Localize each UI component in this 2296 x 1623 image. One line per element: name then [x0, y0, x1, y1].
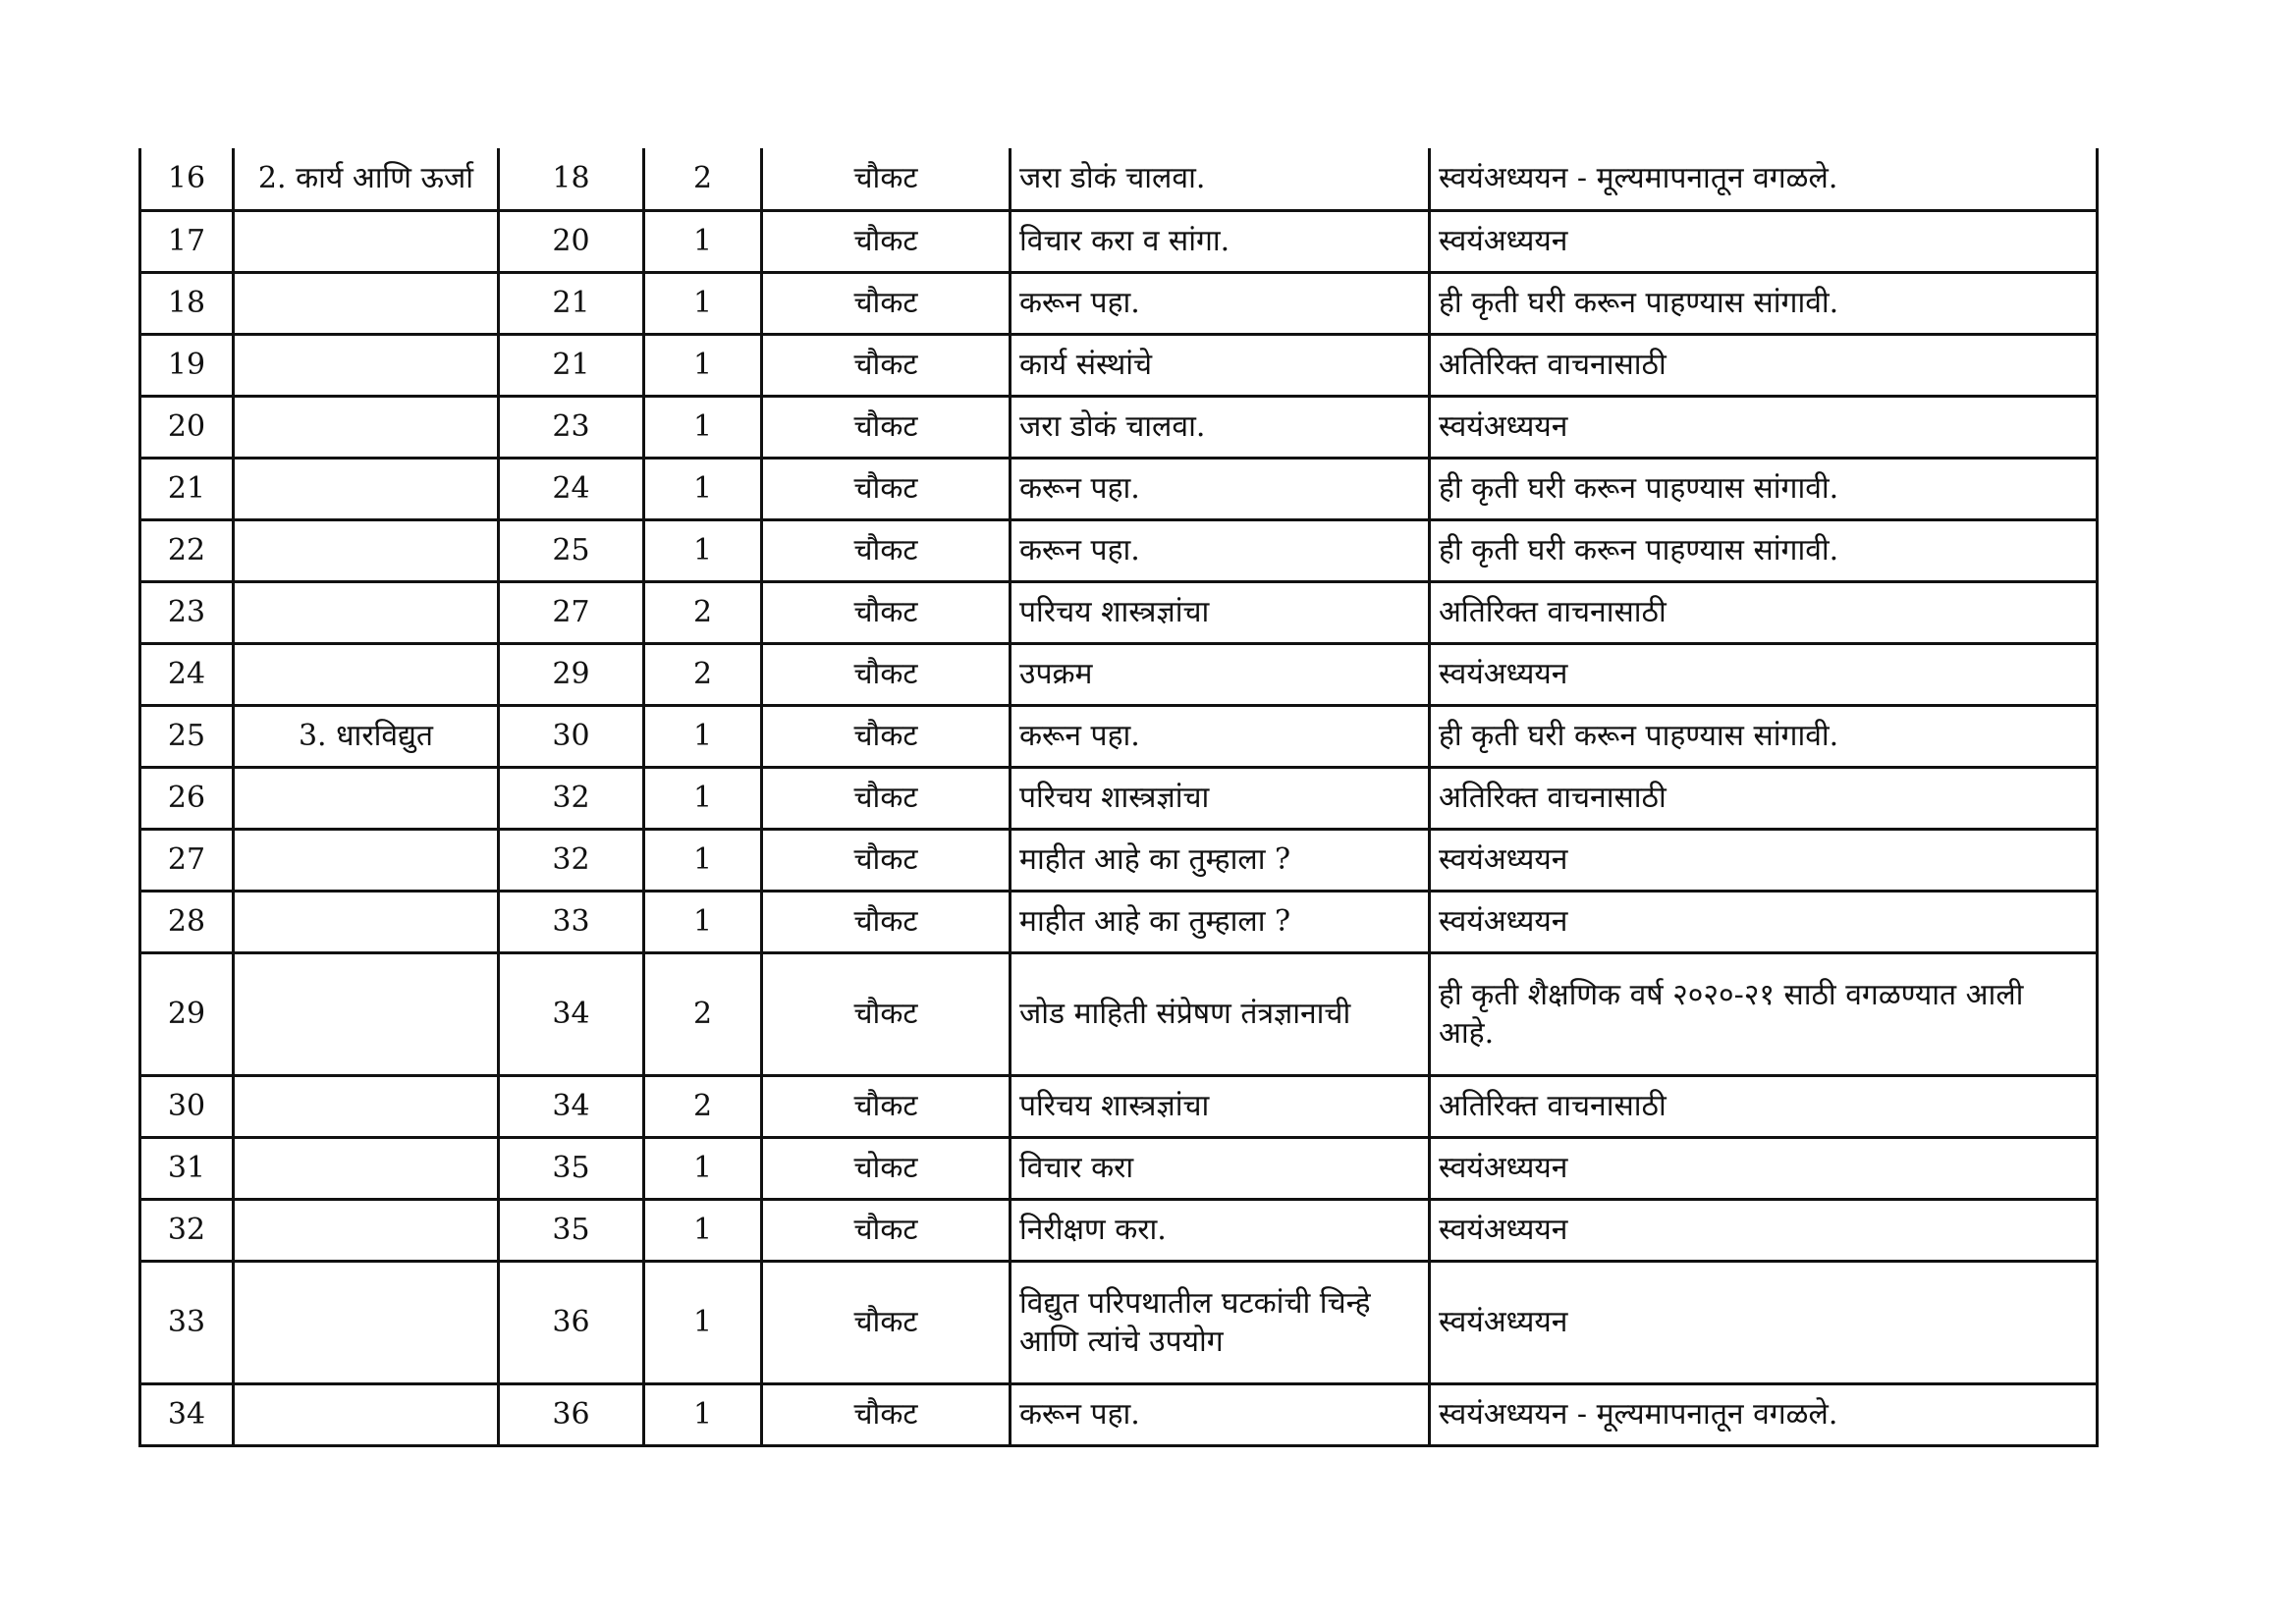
chapter-cell — [234, 210, 499, 272]
activity-title-cell: करून पहा. — [1011, 519, 1430, 581]
activity-title-cell: करून पहा. — [1011, 1383, 1430, 1445]
count-cell: 2 — [644, 581, 762, 643]
serial-number-cell: 24 — [140, 643, 234, 705]
remark-cell: ही कृती घरी करून पाहण्यास सांगावी. — [1430, 272, 2098, 334]
count-cell: 1 — [644, 1383, 762, 1445]
activity-title-cell: विचार करा — [1011, 1137, 1430, 1199]
type-cell: चौकट — [762, 458, 1011, 519]
count-cell: 2 — [644, 643, 762, 705]
activity-title-cell: परिचय शास्त्रज्ञांचा — [1011, 581, 1430, 643]
count-cell: 1 — [644, 829, 762, 891]
type-cell: चौकट — [762, 1383, 1011, 1445]
serial-number-cell: 22 — [140, 519, 234, 581]
serial-number-cell: 21 — [140, 458, 234, 519]
table-row — [140, 952, 2098, 1075]
remark-cell: स्वयंअध्ययन — [1430, 1199, 2098, 1261]
page-number-cell: 33 — [499, 891, 644, 952]
table-row — [140, 210, 2098, 272]
serial-number-cell: 23 — [140, 581, 234, 643]
serial-number-cell: 29 — [140, 952, 234, 1075]
serial-number-cell: 17 — [140, 210, 234, 272]
type-cell: चौकट — [762, 1199, 1011, 1261]
page-number-cell: 18 — [499, 148, 644, 210]
remark-cell: ही कृती घरी करून पाहण्यास सांगावी. — [1430, 705, 2098, 767]
count-cell: 2 — [644, 1075, 762, 1137]
serial-number-cell: 20 — [140, 396, 234, 458]
page-number-cell: 35 — [499, 1199, 644, 1261]
remark-cell: ही कृती घरी करून पाहण्यास सांगावी. — [1430, 458, 2098, 519]
activity-title-cell: परिचय शास्त्रज्ञांचा — [1011, 767, 1430, 829]
chapter-cell — [234, 334, 499, 396]
chapter-cell — [234, 643, 499, 705]
chapter-cell — [234, 891, 499, 952]
table-row — [140, 891, 2098, 952]
serial-number-cell: 26 — [140, 767, 234, 829]
count-cell: 1 — [644, 1261, 762, 1383]
remark-cell: स्वयंअध्ययन — [1430, 1261, 2098, 1383]
remark-cell: स्वयंअध्ययन — [1430, 1137, 2098, 1199]
table-row — [140, 396, 2098, 458]
serial-number-cell: 31 — [140, 1137, 234, 1199]
activity-title-cell: करून पहा. — [1011, 272, 1430, 334]
page-number-cell: 21 — [499, 272, 644, 334]
page-number-cell: 24 — [499, 458, 644, 519]
remark-cell: ही कृती शैक्षणिक वर्ष २०२०-२१ साठी वगळण्यात आली आहे. — [1430, 952, 2098, 1075]
activity-title-cell: माहीत आहे का तुम्हाला ? — [1011, 891, 1430, 952]
serial-number-cell: 32 — [140, 1199, 234, 1261]
remark-cell: स्वयंअध्ययन — [1430, 643, 2098, 705]
table-row — [140, 458, 2098, 519]
count-cell: 2 — [644, 148, 762, 210]
activity-title-cell: जरा डोकं चालवा. — [1011, 148, 1430, 210]
table-row — [140, 148, 2098, 210]
table-row — [140, 705, 2098, 767]
activity-title-cell: जोड माहिती संप्रेषण तंत्रज्ञानाची — [1011, 952, 1430, 1075]
chapter-cell — [234, 1261, 499, 1383]
page-number-cell: 25 — [499, 519, 644, 581]
chapter-cell — [234, 458, 499, 519]
serial-number-cell: 25 — [140, 705, 234, 767]
count-cell: 1 — [644, 1137, 762, 1199]
type-cell: चोकट — [762, 1137, 1011, 1199]
remark-cell: स्वयंअध्ययन — [1430, 891, 2098, 952]
page-number-cell: 34 — [499, 952, 644, 1075]
serial-number-cell: 27 — [140, 829, 234, 891]
chapter-cell — [234, 952, 499, 1075]
type-cell: चौकट — [762, 272, 1011, 334]
type-cell: चौकट — [762, 396, 1011, 458]
table-row — [140, 1383, 2098, 1445]
remark-cell: स्वयंअध्ययन - मूल्यमापनातून वगळले. — [1430, 1383, 2098, 1445]
serial-number-cell: 19 — [140, 334, 234, 396]
chapter-cell — [234, 829, 499, 891]
type-cell: चौकट — [762, 1075, 1011, 1137]
remark-cell: स्वयंअध्ययन — [1430, 829, 2098, 891]
page-number-cell: 30 — [499, 705, 644, 767]
remark-cell: स्वयंअध्ययन — [1430, 210, 2098, 272]
remark-cell: स्वयंअध्ययन - मूल्यमापनातून वगळले. — [1430, 148, 2098, 210]
table-row — [140, 643, 2098, 705]
table-row — [140, 581, 2098, 643]
activity-title-cell: उपक्रम — [1011, 643, 1430, 705]
type-cell: चौकट — [762, 705, 1011, 767]
count-cell: 2 — [644, 952, 762, 1075]
count-cell: 1 — [644, 210, 762, 272]
remark-cell: अतिरिक्त वाचनासाठी — [1430, 581, 2098, 643]
chapter-cell — [234, 519, 499, 581]
serial-number-cell: 34 — [140, 1383, 234, 1445]
count-cell: 1 — [644, 334, 762, 396]
page-number-cell: 35 — [499, 1137, 644, 1199]
serial-number-cell: 30 — [140, 1075, 234, 1137]
page-number-cell: 36 — [499, 1261, 644, 1383]
activity-table — [138, 148, 2099, 1447]
type-cell: चौकट — [762, 210, 1011, 272]
chapter-cell — [234, 1199, 499, 1261]
type-cell: चौकट — [762, 767, 1011, 829]
type-cell: चौकट — [762, 952, 1011, 1075]
table-row — [140, 767, 2098, 829]
count-cell: 1 — [644, 519, 762, 581]
count-cell: 1 — [644, 891, 762, 952]
chapter-cell — [234, 1137, 499, 1199]
chapter-cell — [234, 767, 499, 829]
table-row — [140, 1075, 2098, 1137]
activity-title-cell: करून पहा. — [1011, 458, 1430, 519]
count-cell: 1 — [644, 767, 762, 829]
table-row — [140, 519, 2098, 581]
page-number-cell: 21 — [499, 334, 644, 396]
type-cell: चौकट — [762, 643, 1011, 705]
table-row — [140, 272, 2098, 334]
page-number-cell: 20 — [499, 210, 644, 272]
count-cell: 1 — [644, 458, 762, 519]
page-number-cell: 27 — [499, 581, 644, 643]
page-number-cell: 36 — [499, 1383, 644, 1445]
count-cell: 1 — [644, 1199, 762, 1261]
chapter-cell — [234, 581, 499, 643]
serial-number-cell: 16 — [140, 148, 234, 210]
activity-title-cell: करून पहा. — [1011, 705, 1430, 767]
remark-cell: स्वयंअध्ययन — [1430, 396, 2098, 458]
remark-cell: अतिरिक्त वाचनासाठी — [1430, 334, 2098, 396]
chapter-cell: 2. कार्य आणि ऊर्जा — [234, 148, 499, 210]
type-cell: चौकट — [762, 334, 1011, 396]
chapter-cell — [234, 272, 499, 334]
activity-title-cell: माहीत आहे का तुम्हाला ? — [1011, 829, 1430, 891]
activity-title-cell: कार्य संस्थांचे — [1011, 334, 1430, 396]
serial-number-cell: 28 — [140, 891, 234, 952]
serial-number-cell: 18 — [140, 272, 234, 334]
table-row — [140, 1199, 2098, 1261]
page-number-cell: 32 — [499, 767, 644, 829]
chapter-cell: 3. धारविद्युत — [234, 705, 499, 767]
type-cell: चौकट — [762, 1261, 1011, 1383]
chapter-cell — [234, 1075, 499, 1137]
remark-cell: अतिरिक्त वाचनासाठी — [1430, 1075, 2098, 1137]
type-cell: चौकट — [762, 148, 1011, 210]
page-number-cell: 34 — [499, 1075, 644, 1137]
activity-title-cell: विद्युत परिपथातील घटकांची चिन्हे आणि त्यांचे उपयोग — [1011, 1261, 1430, 1383]
table-row — [140, 334, 2098, 396]
type-cell: चौकट — [762, 519, 1011, 581]
page-number-cell: 32 — [499, 829, 644, 891]
chapter-cell — [234, 1383, 499, 1445]
activity-title-cell: निरीक्षण करा. — [1011, 1199, 1430, 1261]
type-cell: चौकट — [762, 891, 1011, 952]
remark-cell: ही कृती घरी करून पाहण्यास सांगावी. — [1430, 519, 2098, 581]
table-row — [140, 829, 2098, 891]
count-cell: 1 — [644, 396, 762, 458]
chapter-cell — [234, 396, 499, 458]
page-number-cell: 23 — [499, 396, 644, 458]
type-cell: चौकट — [762, 581, 1011, 643]
count-cell: 1 — [644, 705, 762, 767]
page-number-cell: 29 — [499, 643, 644, 705]
count-cell: 1 — [644, 272, 762, 334]
remark-cell: अतिरिक्त वाचनासाठी — [1430, 767, 2098, 829]
table-row — [140, 1261, 2098, 1383]
table-row — [140, 1137, 2098, 1199]
type-cell: चौकट — [762, 829, 1011, 891]
activity-title-cell: विचार करा व सांगा. — [1011, 210, 1430, 272]
activity-title-cell: जरा डोकं चालवा. — [1011, 396, 1430, 458]
serial-number-cell: 33 — [140, 1261, 234, 1383]
activity-title-cell: परिचय शास्त्रज्ञांचा — [1011, 1075, 1430, 1137]
